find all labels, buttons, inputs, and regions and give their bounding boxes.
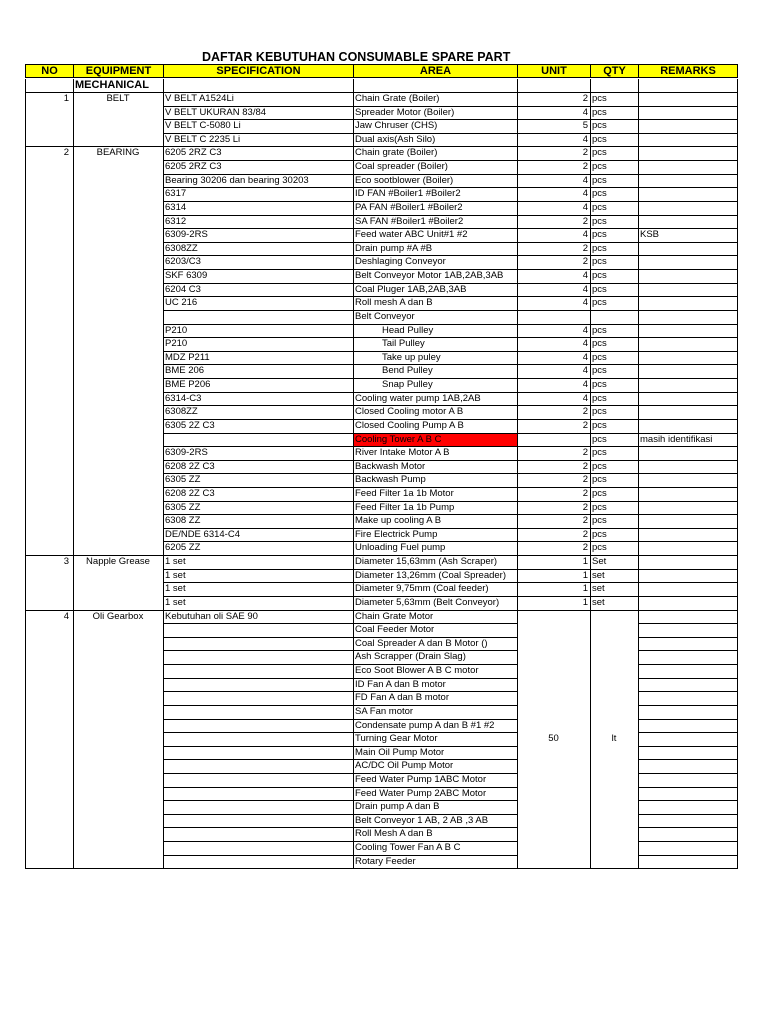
unit-cell: 1 (582, 556, 588, 568)
spec-cell: BME 206 (165, 365, 205, 377)
spec-cell: 6312 (165, 215, 187, 227)
area-cell: Feed Water Pump 1ABC Motor (355, 774, 487, 785)
spec-cell: BME P206 (165, 379, 211, 391)
area-cell: Backwash Pump (355, 474, 426, 486)
area-cell: Feed Filter 1a 1b Motor (355, 487, 454, 499)
spec-cell: V BELT C-5080 Li (165, 120, 241, 132)
unit-cell: 2 (582, 256, 588, 268)
area-cell: Feed Water Pump 2ABC Motor (355, 787, 487, 799)
grid-line (638, 814, 738, 815)
unit-cell: 2 (582, 406, 588, 418)
spec-cell: 6308ZZ (165, 242, 198, 254)
grid-line (638, 664, 738, 665)
unit-cell: 2 (582, 419, 588, 431)
area-cell: Head Pulley (382, 324, 434, 336)
remarks-cell: KSB (640, 229, 660, 241)
qty-cell: pcs (592, 215, 607, 227)
area-cell: Drain pump A dan B (355, 801, 440, 813)
area-cell: Feed water ABC Unit#1 #2 (355, 229, 468, 241)
area-cell: ID FAN #Boiler1 #Boiler2 (355, 188, 461, 200)
area-cell: Coal Pluger 1AB,2AB,3AB (355, 283, 467, 295)
qty-cell: pcs (592, 351, 607, 363)
unit-cell: 2 (582, 487, 588, 499)
area-cell: FD Fan A dan B motor (355, 692, 449, 704)
row-number: 3 (63, 556, 69, 568)
qty-cell: pcs (592, 365, 607, 377)
spec-cell: 6308 ZZ (165, 515, 201, 527)
unit-cell: 2 (582, 460, 588, 472)
spec-cell: V BELT C 2235 Li (165, 133, 241, 145)
area-cell: Spreader Motor (Boiler) (355, 106, 455, 118)
area-cell: Bend Pulley (382, 365, 433, 377)
spec-cell: SKF 6309 (165, 270, 208, 282)
equipment-name: BELT (106, 93, 130, 104)
area-cell: Belt Conveyor (355, 310, 415, 322)
column-header: AREA (353, 64, 518, 78)
grid-line (163, 79, 164, 868)
area-cell: SA Fan motor (355, 705, 414, 717)
qty-cell: pcs (592, 542, 607, 554)
unit-cell: 2 (582, 447, 588, 459)
grid-line (638, 79, 639, 868)
unit-cell: 4 (582, 188, 588, 200)
grid-line (638, 746, 738, 747)
spec-cell: 6208 2Z C3 (165, 460, 215, 472)
unit-cell: 2 (582, 161, 588, 173)
grid-line (25, 79, 26, 868)
sheet-title: DAFTAR KEBUTUHAN CONSUMABLE SPARE PART (202, 50, 511, 64)
grid-line (638, 637, 738, 638)
spec-cell: P210 (165, 338, 188, 350)
spec-cell: 1 set (165, 569, 186, 581)
equipment-name: Oli Gearbox (92, 610, 144, 622)
spec-cell: MDZ P211 (165, 351, 210, 363)
area-cell: Roll Mesh A dan B (355, 828, 433, 840)
spec-cell: DE/NDE 6314-C4 (165, 528, 240, 540)
spec-cell: Bearing 30206 dan bearing 30203 (165, 174, 309, 186)
column-header: NO (25, 64, 74, 78)
unit-cell: 1 (582, 583, 588, 595)
spec-cell: 6208 2Z C3 (165, 487, 215, 499)
unit-cell: 4 (582, 324, 588, 336)
grid-line (638, 691, 738, 692)
spec-cell: 6317 (165, 188, 187, 200)
area-cell: Backwash Motor (355, 460, 426, 472)
spec-cell: 6203/C3 (165, 256, 201, 268)
section-label: MECHANICAL (75, 79, 149, 91)
grid-line (638, 650, 738, 651)
unit-cell: 4 (582, 351, 588, 363)
spec-cell: 6205 2RZ C3 (165, 161, 222, 173)
qty-cell: pcs (592, 487, 607, 499)
area-cell: Cooling Tower A B C (355, 433, 442, 445)
area-cell: Closed Cooling Pump A B (355, 419, 464, 431)
area-cell: Chain Grate Motor (355, 610, 434, 622)
area-cell: Coal spreader (Boiler) (355, 161, 448, 173)
grid-line (638, 787, 738, 788)
area-cell: Drain pump #A #B (355, 242, 433, 254)
spec-cell: 6305 ZZ (165, 474, 201, 486)
qty-cell: pcs (592, 338, 607, 350)
qty-cell: pcs (592, 406, 607, 418)
qty-cell: pcs (592, 174, 607, 186)
qty-cell: pcs (592, 229, 607, 241)
qty-cell: set (592, 596, 605, 608)
unit-cell: 4 (582, 133, 588, 145)
unit-cell: 4 (582, 283, 588, 295)
unit-cell: 4 (582, 106, 588, 118)
area-cell: Snap Pulley (382, 379, 433, 391)
area-cell: Closed Cooling motor A B (355, 406, 464, 418)
unit-cell: 4 (582, 365, 588, 377)
area-cell: Ash Scrapper (Drain Slag) (355, 651, 466, 663)
spec-cell: 6314-C3 (165, 392, 202, 404)
spec-cell: Kebutuhan oli SAE 90 (165, 610, 258, 622)
spec-cell: 1 set (165, 583, 186, 595)
area-cell: Eco sootblower (Boiler) (355, 174, 454, 186)
qty-cell: pcs (592, 392, 607, 404)
qty-cell: pcs (592, 147, 607, 159)
area-cell: Rotary Feeder (355, 855, 416, 867)
equipment-name: Napple Grease (86, 556, 150, 568)
spec-cell: 6314 (165, 201, 187, 213)
grid-line (638, 623, 738, 624)
oil-qty-merged: lt (611, 733, 617, 745)
qty-cell: pcs (592, 256, 607, 268)
unit-cell: 4 (582, 379, 588, 391)
area-cell: Feed Filter 1a 1b Pump (355, 501, 455, 513)
qty-cell: pcs (592, 297, 607, 309)
qty-cell: pcs (592, 93, 607, 104)
area-cell: Diameter 9,75mm (Coal feeder) (355, 583, 489, 595)
spec-cell: 6305 2Z C3 (165, 419, 215, 431)
spec-cell: V BELT UKURAN 83/84 (165, 106, 267, 118)
qty-cell: set (592, 569, 605, 581)
grid-line (638, 705, 738, 706)
unit-cell: 1 (582, 596, 588, 608)
grid-line (638, 855, 738, 856)
area-cell: Belt Conveyor Motor 1AB,2AB,3AB (355, 270, 504, 282)
grid-line (638, 719, 738, 720)
qty-cell: pcs (592, 460, 607, 472)
unit-cell: 4 (582, 201, 588, 213)
unit-cell: 2 (582, 501, 588, 513)
grid-line (353, 79, 354, 868)
unit-cell: 2 (582, 242, 588, 254)
column-header: SPECIFICATION (163, 64, 354, 78)
unit-cell: 4 (582, 297, 588, 309)
grid-line (737, 79, 738, 868)
qty-cell: pcs (592, 324, 607, 336)
area-cell: Eco Soot Blower A B C motor (355, 665, 479, 677)
unit-cell: 4 (582, 174, 588, 186)
area-cell: Take up puley (382, 351, 441, 363)
unit-cell: 2 (582, 542, 588, 554)
spec-cell: 6205 ZZ (165, 542, 201, 554)
area-cell: SA FAN #Boiler1 #Boiler2 (355, 215, 464, 227)
remarks-cell: masih identifikasi (640, 433, 713, 445)
row-number: 4 (63, 610, 69, 622)
area-cell: Unloading Fuel pump (355, 542, 446, 554)
area-cell: Make up cooling A B (355, 515, 442, 527)
unit-cell: 4 (582, 338, 588, 350)
spec-cell: 6305 ZZ (165, 501, 201, 513)
qty-cell: pcs (592, 474, 607, 486)
unit-cell: 2 (582, 147, 588, 159)
grid-line (638, 759, 738, 760)
spec-cell: 6308ZZ (165, 406, 198, 418)
qty-cell: pcs (592, 433, 607, 445)
grid-line (590, 79, 591, 868)
grid-line (638, 678, 738, 679)
qty-cell: pcs (592, 270, 607, 282)
qty-cell: pcs (592, 242, 607, 254)
unit-cell: 5 (582, 120, 588, 132)
area-cell: Diameter 15,63mm (Ash Scraper) (355, 556, 498, 568)
qty-cell: pcs (592, 106, 607, 118)
unit-cell: 4 (582, 270, 588, 282)
unit-cell: 2 (582, 93, 588, 104)
unit-cell: 2 (582, 515, 588, 527)
area-cell: Cooling water pump 1AB,2AB (355, 392, 481, 404)
area-cell: Fire Electrick Pump (355, 528, 438, 540)
area-cell: Tail Pulley (382, 338, 425, 350)
grid-line (638, 800, 738, 801)
unit-cell: 2 (582, 215, 588, 227)
area-cell: Dual axis(Ash Silo) (355, 133, 436, 145)
row-number: 2 (63, 147, 69, 159)
area-cell: Jaw Chruser (CHS) (355, 120, 438, 132)
spec-cell: 1 set (165, 556, 186, 568)
area-cell: Diameter 13,26mm (Coal Spreader) (355, 569, 507, 581)
column-header: QTY (590, 64, 639, 78)
area-cell: Roll mesh A dan B (355, 297, 433, 309)
grid-line (638, 841, 738, 842)
area-cell: ID Fan A dan B motor (355, 678, 446, 690)
qty-cell: pcs (592, 447, 607, 459)
qty-cell: pcs (592, 161, 607, 173)
unit-cell: 4 (582, 392, 588, 404)
column-header: UNIT (517, 64, 591, 78)
qty-cell: pcs (592, 528, 607, 540)
area-cell: Turning Gear Motor (355, 733, 438, 745)
qty-cell: pcs (592, 501, 607, 513)
area-cell: Chain Grate (Boiler) (355, 93, 440, 104)
spec-cell: 6204 C3 (165, 283, 201, 295)
area-cell: PA FAN #Boiler1 #Boiler2 (355, 201, 463, 213)
grid-line (638, 732, 738, 733)
area-cell: Chain grate (Boiler) (355, 147, 438, 159)
unit-cell: 2 (582, 474, 588, 486)
unit-cell: 4 (582, 229, 588, 241)
grid-line (638, 773, 738, 774)
spec-cell: 6309-2RS (165, 229, 208, 241)
area-cell: Condensate pump A dan B #1 #2 (355, 719, 495, 731)
area-cell: Cooling Tower Fan A B C (355, 842, 461, 854)
qty-cell: pcs (592, 120, 607, 132)
column-header: EQUIPMENT (73, 64, 164, 78)
qty-cell: pcs (592, 419, 607, 431)
qty-cell: pcs (592, 201, 607, 213)
area-cell: Deshlaging Conveyor (355, 256, 446, 268)
row-number: 1 (63, 93, 69, 104)
qty-cell: set (592, 583, 605, 595)
spec-cell: 1 set (165, 596, 186, 608)
spec-cell: 6309-2RS (165, 447, 208, 459)
area-cell: Coal Feeder Motor (355, 624, 435, 636)
spec-cell: V BELT A1524Li (165, 93, 234, 104)
area-cell: Main Oil Pump Motor (355, 746, 445, 758)
grid-line (73, 79, 74, 868)
spec-cell: UC 216 (165, 297, 198, 309)
qty-cell: pcs (592, 188, 607, 200)
oil-unit-merged: 50 (548, 733, 559, 745)
unit-cell: 2 (582, 528, 588, 540)
grid-line (638, 827, 738, 828)
unit-cell: 1 (582, 569, 588, 581)
column-header: REMARKS (638, 64, 738, 78)
qty-cell: pcs (592, 133, 607, 145)
equipment-name: BEARING (96, 147, 140, 159)
qty-cell: pcs (592, 515, 607, 527)
qty-cell: Set (592, 556, 607, 568)
area-cell: Belt Conveyor 1 AB, 2 AB ,3 AB (355, 814, 489, 826)
qty-cell: pcs (592, 379, 607, 391)
spec-cell: P210 (165, 324, 188, 336)
area-cell: Diameter 5,63mm (Belt Conveyor) (355, 596, 500, 608)
spec-cell: 6205 2RZ C3 (165, 147, 222, 159)
area-cell: AC/DC Oil Pump Motor (355, 760, 454, 772)
area-cell: Coal Spreader A dan B Motor () (355, 637, 488, 649)
qty-cell: pcs (592, 283, 607, 295)
area-cell: River Intake Motor A B (355, 447, 450, 459)
